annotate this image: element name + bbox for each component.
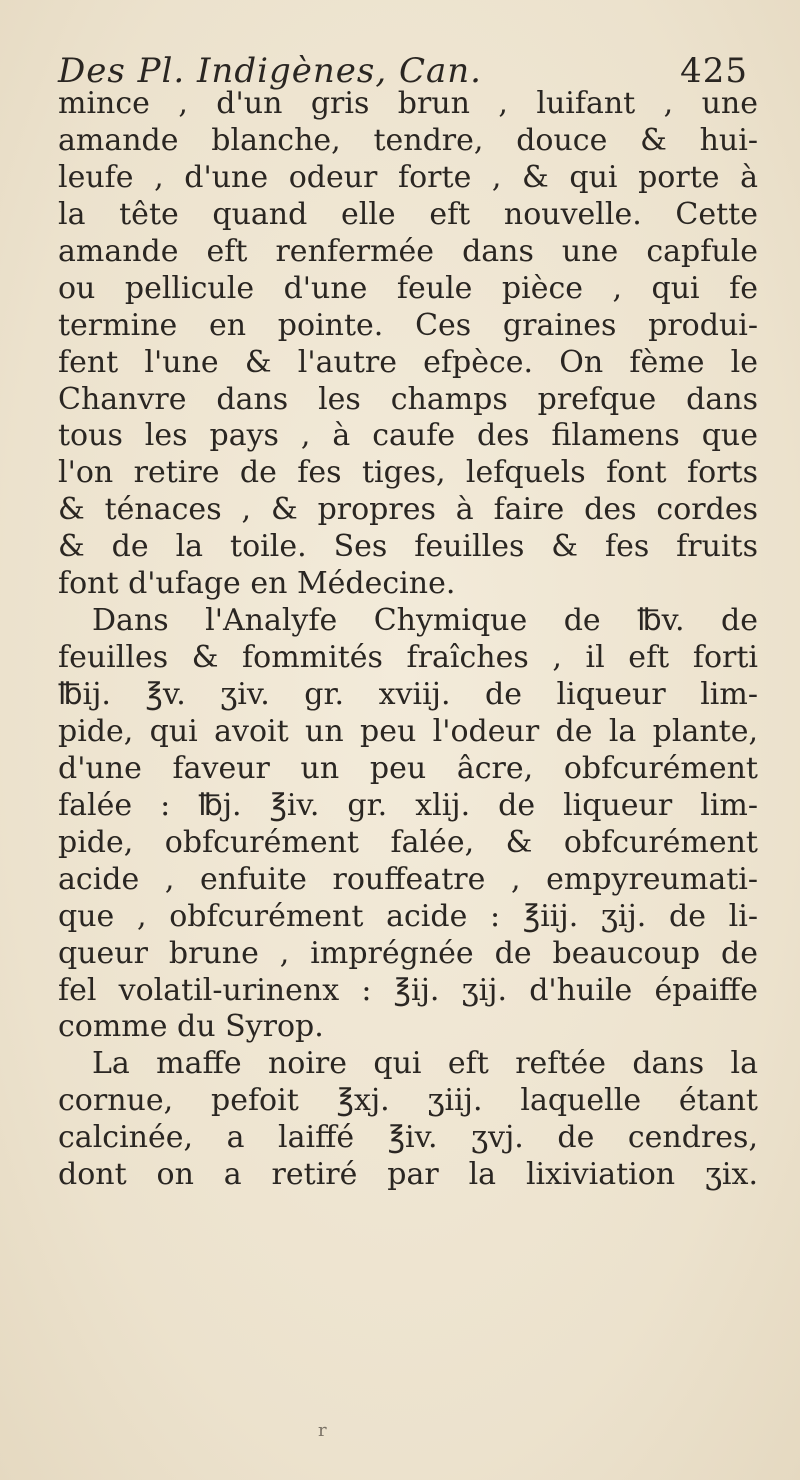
text-line: amande eft renfermée dans une capfule <box>58 233 758 269</box>
text-line: cornue, pefoit ℥xj. ʒiij. laquelle étant <box>58 1083 758 1119</box>
stray-mark: r <box>318 1420 327 1441</box>
text-line: mince , d'un gris brun , luifant , une <box>58 86 758 121</box>
text-line: Chanvre dans les champs prefque dans <box>58 381 758 417</box>
text-line: dont on a retiré par la lixiviation ʒix. <box>58 1157 758 1193</box>
paragraph-start-line: La maffe noire qui eft reftée dans la <box>92 1046 758 1082</box>
text-line: comme du Syrop. <box>58 1009 324 1045</box>
text-line: queur brune , imprégnée de beaucoup de <box>58 935 758 971</box>
text-line: feuilles & fommités fraîches , il eft forti <box>58 640 758 676</box>
text-line: pide, qui avoit un peu l'odeur de la plante, <box>58 713 758 749</box>
text-line: ℔ij. ℥v. ʒiv. gr. xviij. de liqueur lim- <box>58 677 758 712</box>
text-line: l'on retire de fes tiges, lefquels font forts <box>58 455 758 491</box>
text-line: que , obfcurément acide : ℥iij. ʒij. de li- <box>58 898 758 934</box>
text-line: amande blanche, tendre, douce & hui- <box>58 122 758 158</box>
page-number: 425 <box>680 51 748 91</box>
text-line: calcinée, a laiffé ℥iv. ʒvj. de cendres, <box>58 1120 758 1156</box>
running-head-title: Des Pl. Indigènes, Can. <box>58 51 482 91</box>
text-line: pide, obfcurément falée, & obfcurément <box>58 824 758 860</box>
text-line: la tête quand elle eft nouvelle. Cette <box>58 196 758 232</box>
text-line: d'une faveur un peu âcre, obfcurément <box>58 750 758 786</box>
text-line: falée : ℔j. ℥iv. gr. xlij. de liqueur lim- <box>58 787 758 823</box>
text-line: leufe , d'une odeur forte , & qui porte à <box>58 159 758 195</box>
paragraph-start-line: Dans l'Analyfe Chymique de ℔v. de <box>92 603 758 639</box>
text-line: ou pellicule d'une feule pièce , qui fe <box>58 270 758 306</box>
text-line: fel volatil-urinenx : ℥ij. ʒij. d'huile épaiffe <box>58 972 758 1008</box>
text-line: acide , enfuite rouffeatre , empyreumati- <box>58 861 758 897</box>
body-text <box>58 86 758 1194</box>
text-line: fent l'une & l'autre efpèce. On fème le <box>58 344 758 380</box>
text-line: termine en pointe. Ces graines produi- <box>58 307 758 343</box>
text-line: & de la toile. Ses feuilles & fes fruits <box>58 529 758 565</box>
text-line: tous les pays , à caufe des filamens que <box>58 418 758 454</box>
text-line: & ténaces , & propres à faire des cordes <box>58 492 758 528</box>
text-line: font d'ufage en Médecine. <box>58 566 456 602</box>
